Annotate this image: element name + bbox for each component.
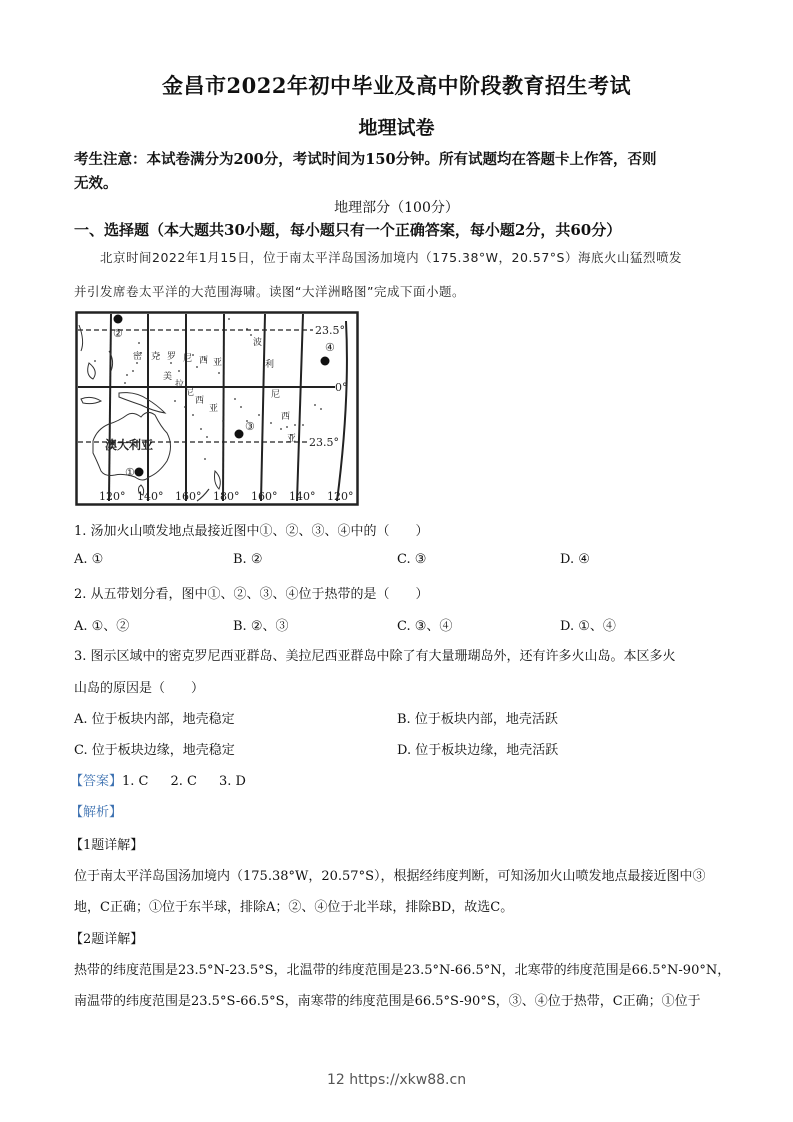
- question-1-stem: 1. 汤加火山喷发地点最接近图中①、②、③、④中的（ ）: [74, 524, 429, 539]
- intro-line-1: 北京时间2022年1月15日，位于南太平洋岛国汤加境内（175.38°W，20.57°S）海底火山猛烈喷发: [100, 250, 682, 265]
- lon-label-140e: 140°: [137, 490, 164, 503]
- label-polynesia-1: 波: [253, 338, 263, 348]
- label-micronesia-6: 亚: [213, 358, 223, 368]
- question-1-option-a: A. ①: [74, 552, 104, 567]
- analysis-q2-title: 【2题详解】: [70, 932, 144, 947]
- label-micronesia-5: 西: [199, 356, 209, 366]
- question-1-option-c: C. ③: [397, 552, 427, 567]
- label-polynesia-5: 亚: [287, 434, 297, 444]
- lon-label-180: 180°: [213, 490, 240, 503]
- question-1-option-b: B. ②: [233, 552, 263, 567]
- lon-label-160e: 160°: [175, 490, 202, 503]
- question-3-option-c: C. 位于板块边缘，地壳稳定: [74, 743, 235, 758]
- label-micronesia-4: 尼: [183, 354, 193, 364]
- point-4-label: ④: [325, 341, 335, 354]
- analysis-q1-line-2: 地，C正确；①位于东半球，排除A；②、④位于北半球，排除BD，故选C。: [74, 900, 514, 915]
- answer-tag: 【答案】: [70, 774, 123, 789]
- label-polynesia-2: 利: [265, 360, 275, 370]
- question-2-option-a: A. ①、②: [74, 619, 130, 634]
- analysis-q2-line-2: 南温带的纬度范围是23.5°S-66.5°S，南寒带的纬度范围是66.5°S-90°S，③、④位于热带，C正确；①位于: [74, 994, 701, 1009]
- analysis-q1-line-1: 位于南太平洋岛国汤加境内（175.38°W，20.57°S），根据经纬度判断，可知汤加火山喷发地点最接近图中③: [74, 869, 706, 884]
- label-micronesia-2: 克: [151, 352, 161, 362]
- part-title: 一、选择题（本大题共30小题，每小题只有一个正确答案，每小题2分，共60分）: [74, 221, 622, 239]
- question-2-option-d: D. ①、④: [560, 619, 616, 634]
- point-1-label: ①: [125, 466, 135, 479]
- point-3-label: ③: [245, 420, 255, 433]
- question-3-stem-line-2: 山岛的原因是（ ）: [74, 681, 205, 696]
- lat-label-tropic-south: 23.5°: [309, 436, 339, 449]
- exam-title: 金昌市2022年初中毕业及高中阶段教育招生考试: [162, 73, 631, 98]
- label-melanesia-1: 美: [163, 372, 173, 382]
- answer-2: 2. C: [170, 774, 197, 789]
- exam-subtitle: 地理试卷: [358, 117, 435, 139]
- answer-3: 3. D: [218, 774, 246, 789]
- lon-label-120e: 120°: [99, 490, 126, 503]
- lat-label-tropic-north: 23.5°: [315, 324, 345, 337]
- answer-row: [70, 770, 246, 789]
- question-3-option-b: B. 位于板块内部，地壳活跃: [397, 712, 558, 727]
- question-3-stem-line-1: 3. 图示区域中的密克罗尼西亚群岛、美拉尼西亚群岛中除了有大量珊瑚岛外，还有许多火山岛。本区多火: [74, 649, 676, 664]
- lon-label-120w: 120°: [327, 490, 354, 503]
- point-2-label: ②: [113, 327, 123, 340]
- label-polynesia-4: 西: [281, 412, 291, 422]
- question-2-option-c: C. ③、④: [397, 619, 453, 634]
- page-footer: 12 https://xkw88.cn: [326, 1072, 467, 1088]
- lat-label-equator: 0°: [335, 381, 348, 394]
- notice-line-2: 无效。: [74, 175, 118, 192]
- label-polynesia-3: 尼: [271, 390, 281, 400]
- lon-label-140w: 140°: [289, 490, 316, 503]
- question-2-option-b: B. ②、③: [233, 619, 289, 634]
- oceania-map: [75, 311, 359, 506]
- section-title: 地理部分（100分）: [334, 200, 459, 216]
- question-2-stem: 2. 从五带划分看，图中①、②、③、④位于热带的是（ ）: [74, 587, 429, 602]
- label-micronesia-3: 罗: [167, 352, 177, 362]
- analysis-tag: 【解析】: [70, 805, 123, 820]
- intro-line-2: 并引发席卷太平洋的大范围海啸。读图“大洋洲略图”完成下面小题。: [74, 284, 465, 299]
- label-melanesia-3: 尼: [185, 388, 195, 398]
- label-micronesia-1: 密: [133, 352, 143, 362]
- label-melanesia-5: 亚: [209, 404, 219, 414]
- label-melanesia-2: 拉: [175, 380, 185, 390]
- lon-label-160w: 160°: [251, 490, 278, 503]
- label-australia: 澳大利亚: [105, 438, 154, 452]
- label-melanesia-4: 西: [195, 396, 205, 406]
- question-3-option-d: D. 位于板块边缘，地壳活跃: [397, 743, 559, 758]
- analysis-q1-title: 【1题详解】: [70, 838, 144, 853]
- analysis-q2-line-1: 热带的纬度范围是23.5°N-23.5°S，北温带的纬度范围是23.5°N-66.5°N，北寒带的纬度范围是66.5°N-90°N，: [74, 963, 731, 978]
- point-2: [113, 315, 123, 341]
- answer-1: 1. C: [122, 774, 149, 789]
- notice-line-1: 考生注意：本试卷满分为200分，考试时间为150分钟。所有试题均在答题卡上作答，否则: [74, 151, 657, 168]
- question-1-option-d: D. ④: [560, 552, 590, 567]
- question-3-option-a: A. 位于板块内部，地壳稳定: [74, 712, 235, 727]
